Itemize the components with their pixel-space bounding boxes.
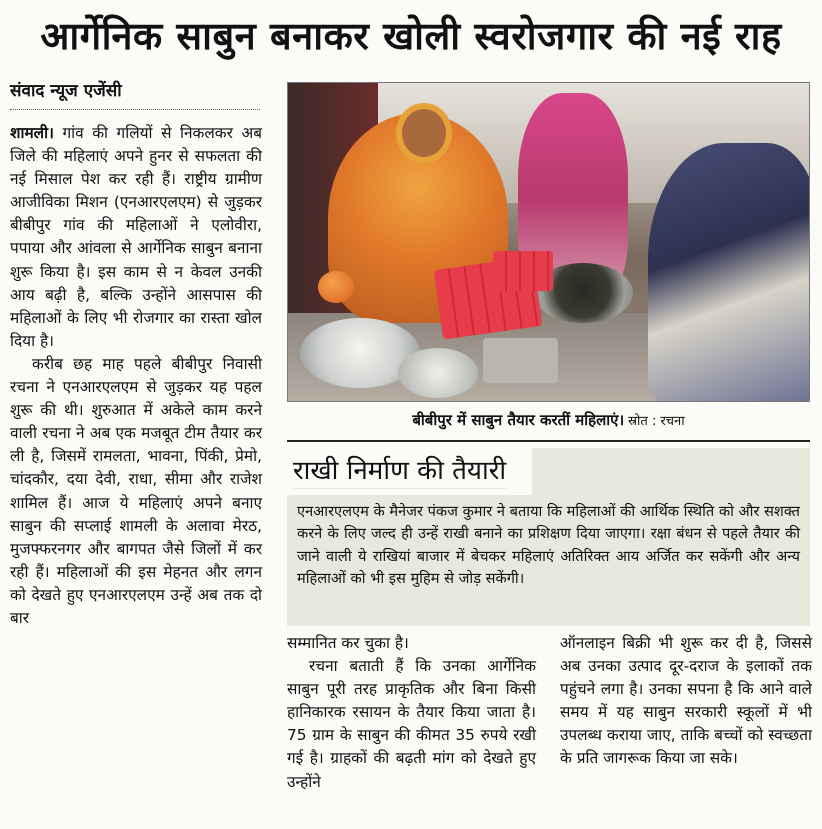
article-paragraph — [10, 122, 262, 353]
article-paragraph: करीब छह माह पहले बीबीपुर निवासी रचना ने एनआरएलएम से जुड़कर यह पहल शुरू की थी। शुरुआत में अकेले काम करने वाली रचना ने अब एक मजबूत टीम तैयार कर ली है, जिसमें रामलता, भावना, पिंकी, प्रेमो, चांदकौर, दया देवी, राधा, सीमा और राजेश शामिल हैं। आज ये महिलाएं अपने बनाए साबुन की सप्लाई शामली के अलावा मेरठ, मुजफ्फरनगर और बागपत जैसे जिलों में कर रही हैं। महिलाओं की इस मेहनत और लगन को देखते हुए एनआरएलएम उन्हें अब तक दो बार — [10, 354, 262, 627]
article-column-1 — [10, 122, 262, 630]
photo-woman-blue — [648, 143, 810, 402]
caption-source: स्रोत : रचना — [628, 414, 685, 429]
photo-head — [396, 103, 452, 163]
article-column-2 — [287, 632, 536, 794]
sidebar-title-wrap — [287, 448, 532, 495]
headline: आर्गेनिक साबुन बनाकर खोली स्वरोजगार की नई राह — [40, 14, 782, 58]
sidebar-box — [287, 448, 810, 626]
article-paragraph: सम्मानित कर चुका है। — [287, 634, 409, 652]
sidebar-title: राखी निर्माण की तैयारी — [293, 454, 506, 489]
byline: संवाद न्यूज एजेंसी — [10, 78, 260, 110]
article-paragraph: रचना बताती हैं कि उनका आर्गेनिक साबुन पूरी तरह प्राकृतिक और बिना किसी हानिकारक रसायन के तैयार किया जाता है। 75 ग्राम के साबुन की कीमत 35 रुपये रखी गई है। ग्राहकों की बढ़ती मांग को देखते हुए उन्होंने — [287, 657, 536, 791]
photo-papaya — [318, 271, 354, 303]
photo-plate — [483, 338, 558, 383]
article-column-3 — [560, 632, 812, 771]
dateline: शामली। — [10, 124, 54, 142]
photo-bowl — [398, 348, 478, 398]
section-rule — [287, 440, 810, 442]
article-text: गांव की गलियों से निकलकर अब जिले की महिलाएं अपने हुनर से सफलता की नई मिसाल पेश कर रही हैं। राष्ट्रीय ग्रामीण आजीविका मिशन (एनआरएलएम) से जुड़कर बीबीपुर गांव की महिलाओं ने एलोवीरा, पपाया और आंवला से आर्गेनिक साबुन बनाना शुरू किया है। इस काम से न केवल उनकी आय बढ़ी है, बल्कि उन्होंने आसपास की महिलाओं के लिए भी रोजगार का रास्ता खोल दिया है। — [10, 124, 262, 350]
photo-caption — [287, 403, 810, 437]
article-paragraph: ऑनलाइन बिक्री भी शुरू कर दी है, जिससे अब उनका उत्पाद दूर-दराज के इलाकों तक पहुंचने लगा है। उनका सपना है कि आने वाले समय में यह साबुन सरकारी स्कूलों में भी उपलब्ध कराया जाए, ताकि बच्चों को स्वच्छता के प्रति जागरूक किया जा सके। — [560, 634, 812, 768]
sidebar-text: एनआरएलएम के मैनेजर पंकज कुमार ने बताया कि महिलाओं की आर्थिक स्थिति को और सशक्त करने के लिए जल्द ही उन्हें राखी बनाने का प्रशिक्षण दिया जाएगा। रक्षा बंधन से पहले तैयार की जाने वाली ये राखियां बाजार में बेचकर महिलाएं अतिरिक्त आय अर्जित कर सकेंगी और अन्य महिलाओं को भी इस मुहिम से जोड़ सकेंगी। — [297, 503, 800, 588]
photo-soap-mould — [493, 251, 553, 291]
caption-text: बीबीपुर में साबुन तैयार करतीं महिलाएं। — [412, 411, 625, 429]
article-photo — [287, 82, 810, 402]
